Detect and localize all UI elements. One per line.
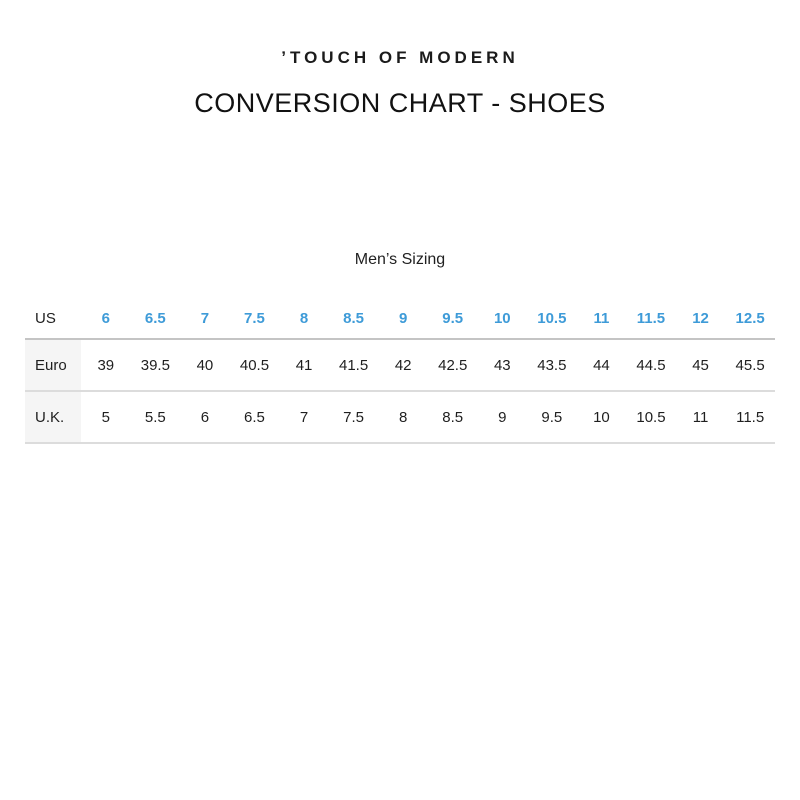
size-cell: 43 bbox=[478, 339, 528, 391]
size-cell: 6.5 bbox=[131, 299, 181, 339]
size-cell: 6 bbox=[180, 391, 230, 443]
size-cell: 44.5 bbox=[626, 339, 676, 391]
size-cell: 39.5 bbox=[131, 339, 181, 391]
table-row bbox=[25, 339, 775, 391]
size-cell: 10.5 bbox=[626, 391, 676, 443]
size-cell: 8 bbox=[378, 391, 428, 443]
size-cell: 42.5 bbox=[428, 339, 478, 391]
size-cell: 39 bbox=[81, 339, 131, 391]
size-cell: 8.5 bbox=[329, 299, 379, 339]
conversion-table bbox=[25, 299, 775, 444]
size-cell: 5.5 bbox=[131, 391, 181, 443]
size-cell: 44 bbox=[577, 339, 627, 391]
table-row bbox=[25, 299, 775, 339]
row-label: U.K. bbox=[25, 391, 81, 443]
size-cell: 8.5 bbox=[428, 391, 478, 443]
size-cell: 10 bbox=[478, 299, 528, 339]
size-cell: 45 bbox=[676, 339, 726, 391]
size-cell: 7.5 bbox=[230, 299, 280, 339]
row-label: Euro bbox=[25, 339, 81, 391]
size-cell: 43.5 bbox=[527, 339, 577, 391]
size-cell: 10.5 bbox=[527, 299, 577, 339]
size-cell: 7.5 bbox=[329, 391, 379, 443]
size-cell: 11 bbox=[577, 299, 627, 339]
size-cell: 8 bbox=[279, 299, 329, 339]
size-cell: 41.5 bbox=[329, 339, 379, 391]
size-cell: 9 bbox=[478, 391, 528, 443]
size-cell: 40.5 bbox=[230, 339, 280, 391]
size-cell: 5 bbox=[81, 391, 131, 443]
brand-logo: ʼTOUCH OF MODERN bbox=[281, 48, 519, 67]
conversion-table-body bbox=[25, 299, 775, 443]
size-cell: 10 bbox=[577, 391, 627, 443]
page-title: CONVERSION CHART - SHOES bbox=[194, 88, 606, 118]
size-cell: 9.5 bbox=[527, 391, 577, 443]
size-cell: 12.5 bbox=[725, 299, 775, 339]
size-cell: 11.5 bbox=[725, 391, 775, 443]
size-cell: 9 bbox=[378, 299, 428, 339]
size-cell: 6 bbox=[81, 299, 131, 339]
size-cell: 9.5 bbox=[428, 299, 478, 339]
size-cell: 11.5 bbox=[626, 299, 676, 339]
size-cell: 6.5 bbox=[230, 391, 280, 443]
size-cell: 11 bbox=[676, 391, 726, 443]
size-cell: 40 bbox=[180, 339, 230, 391]
size-cell: 42 bbox=[378, 339, 428, 391]
row-label: US bbox=[25, 299, 81, 339]
size-cell: 7 bbox=[180, 299, 230, 339]
table-row bbox=[25, 391, 775, 443]
size-cell: 7 bbox=[279, 391, 329, 443]
size-cell: 45.5 bbox=[725, 339, 775, 391]
size-cell: 12 bbox=[676, 299, 726, 339]
size-cell: 41 bbox=[279, 339, 329, 391]
section-heading-mens-sizing: Men’s Sizing bbox=[354, 251, 446, 268]
